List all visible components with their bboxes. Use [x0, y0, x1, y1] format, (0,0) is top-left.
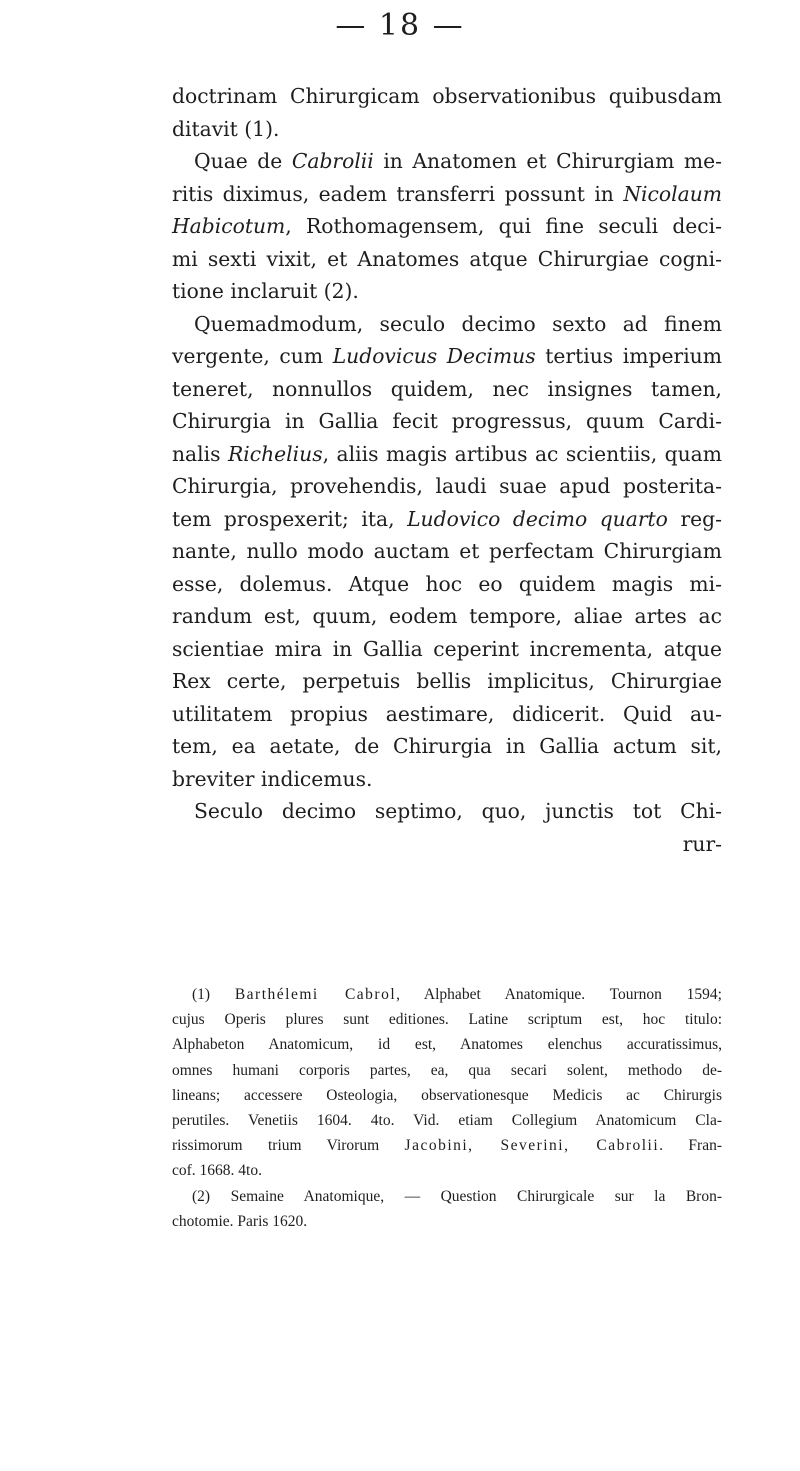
- text-line-part: in Anatomen et Chirurgiam me-: [373, 149, 722, 173]
- text-line: breviter indicemus.: [172, 766, 373, 791]
- text-line: esse, dolemus. Atque hoc eo quidem magis mi-: [172, 571, 722, 596]
- footnote-line: cof. 1668. 4to.: [172, 1162, 262, 1180]
- text-line: [172, 503, 722, 536]
- footnote-line: perutiles. Venetiis 1604. 4to. Vid. etiam Collegium Anatomicum Cla-: [172, 1112, 722, 1130]
- text-line-part: Quae de: [194, 149, 292, 173]
- text-line: scientiae mira in Gallia ceperint incrementa, atque: [172, 636, 722, 661]
- footnote-line: cujus Operis plures sunt editiones. Latine scriptum est, hoc titulo:: [172, 1011, 722, 1029]
- footnote-line: lineans; accessere Osteologia, observationesque Medicis ac Chirurgis: [172, 1086, 722, 1104]
- text-line: doctrinam Chirurgicam observationibus quibusdam: [172, 84, 722, 108]
- text-line: [172, 210, 722, 243]
- footnotes-block: [172, 982, 722, 1234]
- name-richelius: Richelius: [228, 441, 323, 466]
- author-name: Barthélemi Cabrol: [234, 986, 397, 1003]
- text-line-part: , aliis magis artibus ac scientiis, quam: [322, 441, 722, 466]
- text-line: ditavit (1).: [172, 116, 280, 141]
- text-line: [172, 438, 722, 471]
- text-line: utilitatem propius aestimare, didicerit. Quid au-: [172, 701, 722, 726]
- footnote-line: [172, 982, 722, 1007]
- name-nicolaum: Nicolaum: [623, 181, 722, 206]
- page-number: — 18 —: [335, 8, 465, 43]
- author-names: Jacobini, Severini, Cabrolii: [404, 1137, 660, 1155]
- text-line: mi sexti vixit, et Anatomes atque Chirurgiae cogni-: [172, 246, 722, 271]
- text-line: Seculo decimo septimo, quo, junctis tot Chi-: [194, 799, 722, 823]
- text-line-part: nalis: [172, 441, 228, 466]
- main-text-block: [172, 80, 722, 860]
- text-line: nante, nullo modo auctam et perfectam Chirurgiam: [172, 539, 722, 563]
- text-line-part: tem prospexerit; ita,: [172, 506, 408, 531]
- text-line: Rex certe, perpetuis bellis implicitus, Chirurgiae: [172, 669, 722, 693]
- text-line: tione inclaruit (2).: [172, 279, 359, 303]
- text-line: teneret, nonnullos quidem, nec insignes tamen,: [172, 376, 722, 401]
- name-cabrolii: Cabrolii: [291, 149, 374, 173]
- footnote-line-part: rissimorum trium Virorum: [172, 1137, 405, 1155]
- text-line-part: reg-: [667, 506, 722, 531]
- footnote-line: (2) Semaine Anatomique, — Question Chirurgicale sur la Bron-: [192, 1187, 722, 1205]
- text-line-part: ritis diximus, eadem transferri possunt in: [172, 181, 624, 206]
- name-ludovico: Ludovico decimo quarto: [407, 506, 668, 531]
- footnote-line-part: . Fran-: [659, 1137, 723, 1155]
- text-line-part: , Rothomagensem, qui fine seculi deci-: [285, 214, 722, 238]
- text-line: tem, ea aetate, de Chirurgia in Gallia actum sit,: [172, 734, 722, 758]
- text-line: [172, 145, 722, 178]
- text-line: randum est, quum, eodem tempore, aliae artes ac: [172, 604, 722, 628]
- name-habicotum: Habicotum: [172, 214, 286, 238]
- text-line-part: vergente, cum: [172, 344, 333, 368]
- footnote-line: omnes humani corporis partes, ea, qua secari solent, methodo de-: [172, 1061, 722, 1079]
- footnote-line: Alphabeton Anatomicum, id est, Anatomes elenchus accuratissimus,: [172, 1036, 722, 1054]
- text-line: Chirurgia in Gallia fecit progressus, quum Cardi-: [172, 409, 722, 433]
- text-line: Quemadmodum, seculo decimo sexto ad finem: [194, 311, 722, 336]
- footnote-line: [172, 1133, 722, 1158]
- name-ludovicus: Ludovicus Decimus: [332, 344, 536, 368]
- text-line: Chirurgia, provehendis, laudi suae apud posterita-: [172, 474, 722, 498]
- footnote-line-part: , Alphabet Anatomique. Tournon 1594;: [396, 986, 722, 1003]
- text-line: [172, 178, 722, 211]
- footnote-line-part: (1): [192, 986, 235, 1003]
- text-line-part: tertius imperium: [535, 344, 722, 368]
- text-line: [172, 340, 722, 373]
- catchword: rur-: [682, 831, 722, 856]
- footnote-line: chotomie. Paris 1620.: [172, 1212, 308, 1230]
